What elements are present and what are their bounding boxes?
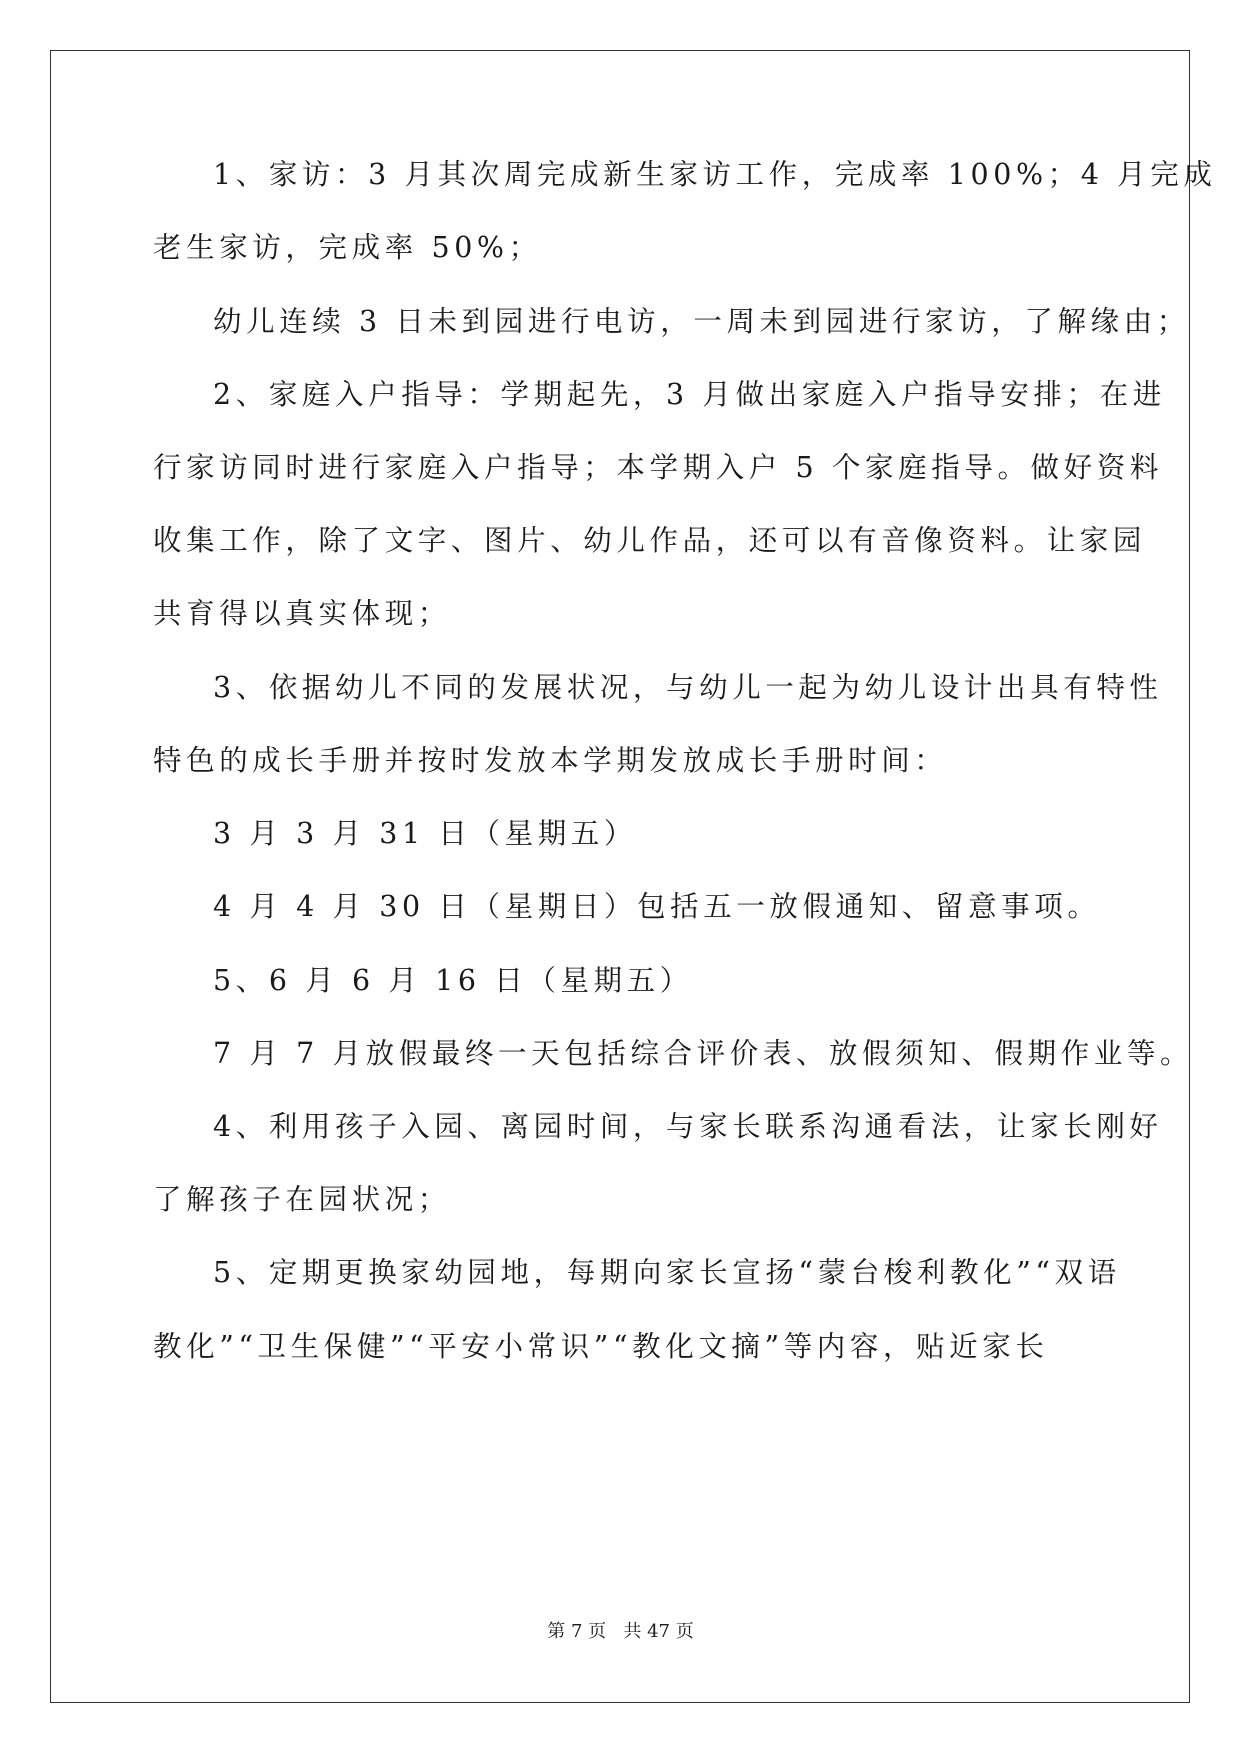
text-line: 教化”“卫生保健”“平安小常识”“教化文摘”等内容，贴近家长 (153, 1330, 1049, 1363)
text-line: 特色的成长手册并按时发放本学期发放成长手册时间： (153, 744, 948, 777)
text-line: 5、定期更换家幼园地，每期向家长宣扬“蒙台梭利教化”“双语 (213, 1256, 1121, 1289)
text-line: 3、依据幼儿不同的发展状况，与幼儿一起为幼儿设计出具有特性 (213, 671, 1163, 704)
text-line: 老生家访，完成率 50%； (153, 231, 542, 264)
page-number: 第 7 页 (547, 1621, 607, 1642)
text-line: 4、利用孩子入园、离园时间，与家长联系沟通看法，让家长刚好 (213, 1110, 1163, 1143)
text-line: 行家访同时进行家庭入户指导；本学期入户 5 个家庭指导。做好资料 (153, 451, 1163, 484)
text-line: 幼儿连续 3 日未到园进行电访，一周未到园进行家访，了解缘由； (213, 305, 1190, 338)
text-line: 了解孩子在园状况； (153, 1183, 451, 1216)
text-line: 收集工作，除了文字、图片、幼儿作品，还可以有音像资料。让家园 (153, 524, 1147, 557)
text-line: 7 月 7 月放假最终一天包括综合评价表、放假须知、假期作业等。 (213, 1037, 1194, 1070)
text-line: 4 月 4 月 30 日（星期日）包括五一放假通知、留意事项。 (213, 890, 1101, 923)
text-line: 共育得以真实体现； (153, 597, 451, 630)
text-line: 5、6 月 6 月 16 日（星期五） (213, 964, 693, 997)
text-line: 2、家庭入户指导：学期起先，3 月做出家庭入户指导安排；在进 (213, 378, 1166, 411)
page-total: 共 47 页 (623, 1621, 694, 1642)
text-line: 1、家访：3 月其次周完成新生家访工作，完成率 100%；4 月完成 (213, 158, 1217, 191)
page-footer (0, 1620, 1241, 1644)
page-border (50, 50, 1190, 1703)
text-line: 3 月 3 月 31 日（星期五） (213, 817, 638, 850)
